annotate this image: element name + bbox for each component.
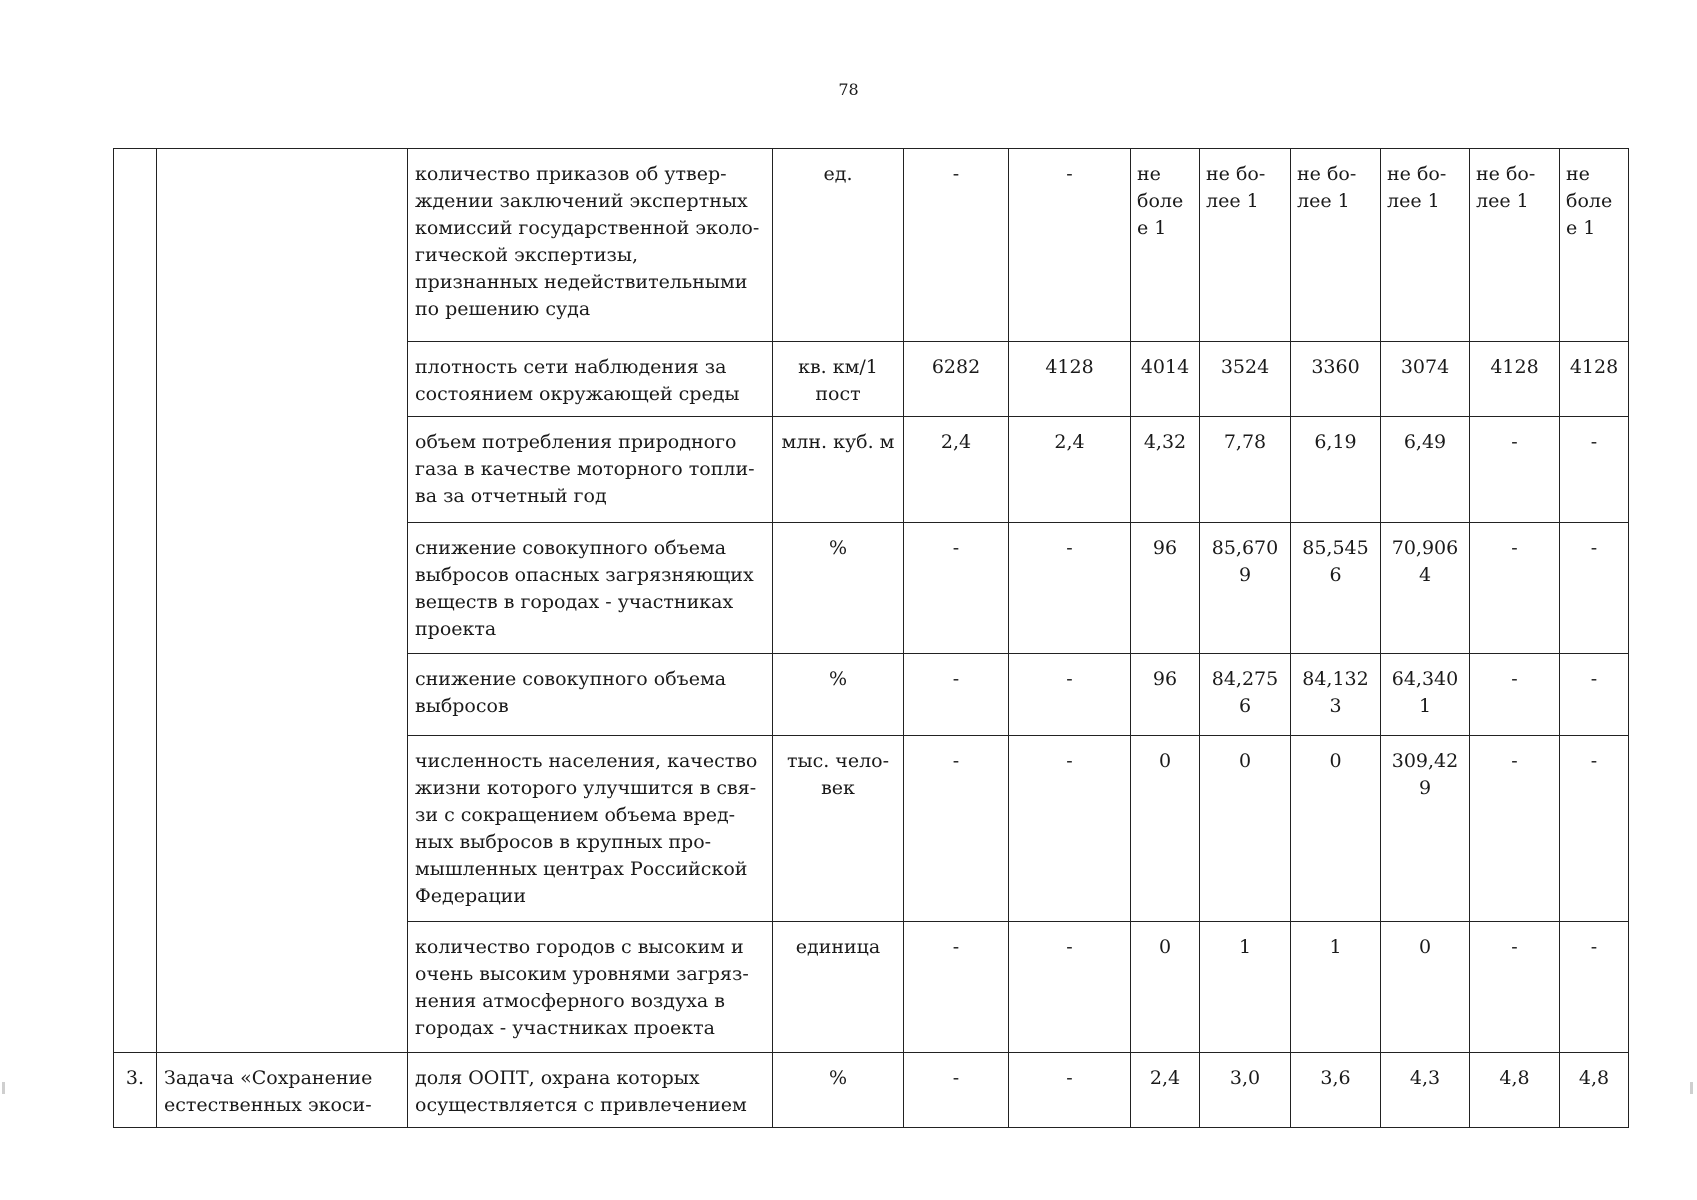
value-cell: 3074 [1381, 342, 1470, 417]
value-cell: 0 [1131, 736, 1200, 922]
value-cell: - [1009, 654, 1131, 736]
value-cell: - [904, 149, 1009, 342]
value-cell: - [1560, 654, 1629, 736]
value-cell: не бо-лее 1 [1470, 149, 1560, 342]
value-cell: 4128 [1470, 342, 1560, 417]
value-cell: 4,3 [1381, 1053, 1470, 1128]
page-number: 78 [838, 80, 859, 99]
value-cell: 96 [1131, 523, 1200, 654]
task-cell [157, 417, 408, 523]
row-number-cell [114, 922, 157, 1053]
row-number-cell [114, 523, 157, 654]
task-cell [157, 654, 408, 736]
value-cell: 3,6 [1291, 1053, 1381, 1128]
row-number-cell [114, 736, 157, 922]
value-cell: 0 [1131, 922, 1200, 1053]
task-cell: Задача «Сохранение естественных экоси- [157, 1053, 408, 1128]
scan-edge-mark-right [1690, 1082, 1693, 1094]
indicators-table [113, 148, 1629, 1128]
value-cell: 4,8 [1470, 1053, 1560, 1128]
task-cell [157, 523, 408, 654]
value-cell: не более 1 [1131, 149, 1200, 342]
value-cell: - [1470, 417, 1560, 523]
task-cell [157, 149, 408, 342]
task-cell [157, 342, 408, 417]
value-cell: 6,19 [1291, 417, 1381, 523]
value-cell: 7,78 [1200, 417, 1291, 523]
value-cell: - [1560, 417, 1629, 523]
value-cell: - [904, 736, 1009, 922]
value-cell: 309,429 [1381, 736, 1470, 922]
value-cell: - [1009, 1053, 1131, 1128]
value-cell: 2,4 [904, 417, 1009, 523]
value-cell: 84,1323 [1291, 654, 1381, 736]
value-cell: - [904, 654, 1009, 736]
value-cell: 0 [1200, 736, 1291, 922]
value-cell: - [1009, 149, 1131, 342]
value-cell: - [1470, 922, 1560, 1053]
unit-cell: % [773, 1053, 904, 1128]
value-cell: - [1560, 736, 1629, 922]
indicator-cell: доля ООПТ, охрана которых осуществляется с привлечением [408, 1053, 773, 1128]
value-cell: 6282 [904, 342, 1009, 417]
value-cell: 4128 [1009, 342, 1131, 417]
indicator-cell: численность населения, качество жизни которого улучшится в свя-зи с сокращением объема вред-ных выбросов в крупных про-мышленных центрах Российской Федерации [408, 736, 773, 922]
value-cell: - [1009, 922, 1131, 1053]
unit-cell: млн. куб. м [773, 417, 904, 523]
table-body [114, 149, 1629, 1128]
table-row [114, 523, 1629, 654]
value-cell: 4,8 [1560, 1053, 1629, 1128]
value-cell: 0 [1381, 922, 1470, 1053]
unit-cell: ед. [773, 149, 904, 342]
value-cell: 3,0 [1200, 1053, 1291, 1128]
table-row [114, 922, 1629, 1053]
value-cell: - [904, 523, 1009, 654]
value-cell: не более 1 [1560, 149, 1629, 342]
value-cell: 70,9064 [1381, 523, 1470, 654]
scan-edge-mark-left [2, 1082, 5, 1094]
value-cell: 96 [1131, 654, 1200, 736]
value-cell: 4014 [1131, 342, 1200, 417]
value-cell: не бо-лее 1 [1381, 149, 1470, 342]
unit-cell: кв. км/1 пост [773, 342, 904, 417]
table-row [114, 654, 1629, 736]
table-row [114, 417, 1629, 523]
value-cell: 64,3401 [1381, 654, 1470, 736]
table-row [114, 342, 1629, 417]
indicator-cell: объем потребления природного газа в качестве моторного топли-ва за отчетный год [408, 417, 773, 523]
value-cell: - [1560, 922, 1629, 1053]
row-number-cell [114, 417, 157, 523]
value-cell: 4128 [1560, 342, 1629, 417]
row-number-cell [114, 149, 157, 342]
value-cell: 84,2756 [1200, 654, 1291, 736]
row-number-cell: 3. [114, 1053, 157, 1128]
value-cell: 2,4 [1009, 417, 1131, 523]
unit-cell: тыс. чело-век [773, 736, 904, 922]
value-cell: не бо-лее 1 [1291, 149, 1381, 342]
indicator-cell: снижение совокупного объема выбросов [408, 654, 773, 736]
table-row [114, 1053, 1629, 1128]
value-cell: - [1009, 736, 1131, 922]
value-cell: 2,4 [1131, 1053, 1200, 1128]
value-cell: 85,6709 [1200, 523, 1291, 654]
value-cell: 4,32 [1131, 417, 1200, 523]
indicator-cell: снижение совокупного объема выбросов опасных загрязняющих веществ в городах - участниках проекта [408, 523, 773, 654]
table-row [114, 149, 1629, 342]
task-cell [157, 736, 408, 922]
value-cell: - [1470, 523, 1560, 654]
value-cell: - [1009, 523, 1131, 654]
value-cell: - [1470, 736, 1560, 922]
value-cell: не бо-лее 1 [1200, 149, 1291, 342]
value-cell: 3524 [1200, 342, 1291, 417]
indicator-cell: плотность сети наблюдения за состоянием окружающей среды [408, 342, 773, 417]
value-cell: 85,5456 [1291, 523, 1381, 654]
value-cell: - [904, 922, 1009, 1053]
value-cell: - [904, 1053, 1009, 1128]
value-cell: 3360 [1291, 342, 1381, 417]
task-cell [157, 922, 408, 1053]
indicator-cell: количество приказов об утвер-ждении заключений экспертных комиссий государственной эколо-гической экспертизы, признанных недействительными по решению суда [408, 149, 773, 342]
unit-cell: % [773, 654, 904, 736]
unit-cell: единица [773, 922, 904, 1053]
table-row [114, 736, 1629, 922]
value-cell: 1 [1291, 922, 1381, 1053]
row-number-cell [114, 342, 157, 417]
unit-cell: % [773, 523, 904, 654]
value-cell: 0 [1291, 736, 1381, 922]
indicator-cell: количество городов с высоким и очень высоким уровнями загряз-нения атмосферного воздуха в городах - участниках проекта [408, 922, 773, 1053]
value-cell: - [1470, 654, 1560, 736]
row-number-cell [114, 654, 157, 736]
value-cell: - [1560, 523, 1629, 654]
value-cell: 6,49 [1381, 417, 1470, 523]
value-cell: 1 [1200, 922, 1291, 1053]
